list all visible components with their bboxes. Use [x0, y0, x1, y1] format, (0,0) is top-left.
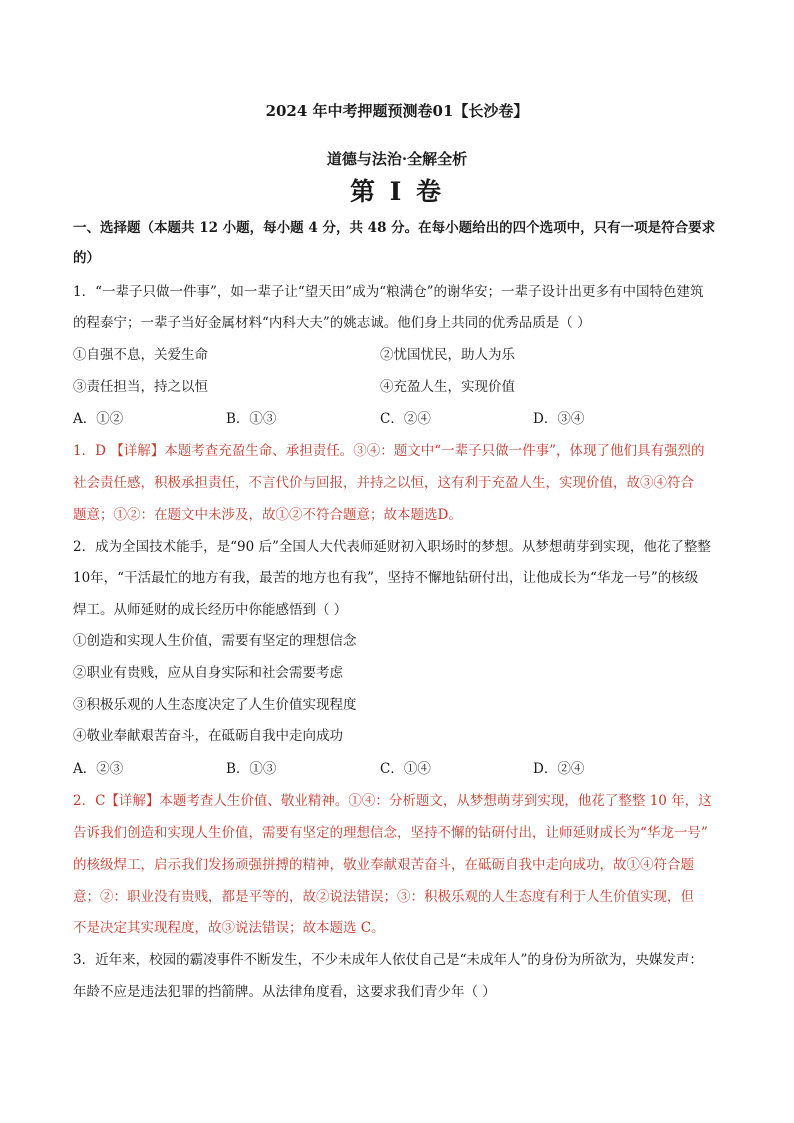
q1-statement-4: ④充盈人生，实现价值 — [380, 379, 515, 395]
q2-stem-line-3: 焊工。从师延财的成长经历中你能感悟到（ ） — [73, 602, 348, 618]
q3-stem-line-2: 年龄不应是违法犯罪的挡箭牌。从法律角度看，这要求我们青少年（ ） — [73, 984, 496, 1000]
q1-answer-line-3: 题意；①②：在题文中未涉及，故①②不符合题意；故本题选D。 — [73, 507, 462, 523]
q2-statement-4: ④敬业奉献艰苦奋斗，在砥砺自我中走向成功 — [73, 728, 343, 744]
q1-statement-2: ②忧国忧民，助人为乐 — [380, 347, 515, 363]
q1-statement-1: ①自强不息，关爱生命 — [73, 347, 208, 363]
q2-option-b: B．①③ — [226, 761, 277, 777]
q1-statement-3: ③责任担当，持之以恒 — [73, 379, 208, 395]
q2-answer-line-1: 2．C【详解】本题考查人生价值、敬业精神。①④：分析题文，从梦想萌芽到实现，他花了整整 10 年，这 — [73, 793, 712, 809]
q2-answer-line-3: 的核级焊工，启示我们发扬顽强拼搏的精神，敬业奉献艰苦奋斗，在砥砺自我中走向成功，故①④符合题 — [73, 857, 694, 873]
q1-answer-line-1: 1．D 【详解】本题考查充盈生命、承担责任。③④：题文中“一辈子只做一件事”，体现了他们具有强烈的 — [73, 443, 705, 459]
section-heading-line-2: 的） — [73, 250, 100, 266]
q2-option-d: D．②④ — [533, 761, 585, 777]
document-title: 2024 年中考押题预测卷01【长沙卷】 — [265, 102, 529, 120]
q2-stem-line-2: 10年，“干活最忙的地方有我，最苦的地方也有我”，坚持不懈地钻研付出，让他成长为“华龙一号”的核级 — [73, 570, 699, 586]
q2-stem-line-1: 2．成为全国技术能手，是“90 后”全国人大代表师延财初入职场时的梦想。从梦想萌芽到实现，他花了整整 — [73, 539, 711, 555]
q1-option-a: A．①② — [73, 411, 124, 427]
q2-answer-line-2: 告诉我们创造和实现人生价值，需要有坚定的理想信念，坚持不懈的钻研付出，让师延财成长为“华龙一号” — [73, 825, 708, 841]
volume-heading: 第 I 卷 — [349, 177, 445, 206]
q1-stem-line-2: 的程泰宁；一辈子当好金属材料“内科大夫”的姚志诚。他们身上共同的优秀品质是（ ） — [73, 315, 591, 331]
q3-stem-line-1: 3．近年来，校园的霸凌事件不断发生，不少未成年人依仗自己是“未成年人”的身份为所欲为，央媒发声： — [73, 952, 703, 968]
document-subtitle: 道德与法治·全解全析 — [326, 150, 468, 168]
q1-option-c: C．②④ — [380, 411, 431, 427]
q1-answer-line-2: 社会责任感，积极承担责任，不言代价与回报，并持之以恒，这有利于充盈人生，实现价值，故③④符合 — [73, 475, 694, 491]
q1-option-b: B．①③ — [226, 411, 277, 427]
q2-statement-2: ②职业有贵贱，应从自身实际和社会需要考虑 — [73, 665, 343, 681]
q1-option-d: D．③④ — [533, 411, 585, 427]
q2-option-a: A．②③ — [73, 761, 124, 777]
q2-statement-1: ①创造和实现人生价值，需要有坚定的理想信念 — [73, 633, 357, 649]
q2-answer-line-5: 不是决定其实现程度，故③说法错误；故本题选 C。 — [73, 920, 385, 936]
q2-option-c: C．①④ — [380, 761, 431, 777]
q2-answer-line-4: 意；②：职业没有贵贱，都是平等的，故②说法错误；③：积极乐观的人生态度有利于人生价值实现，但 — [73, 889, 694, 905]
q1-stem-line-1: 1．“一辈子只做一件事”，如一辈子让“望天田”成为“粮满仓”的谢华安；一辈子设计出更多有中国特色建筑 — [73, 284, 704, 300]
q2-statement-3: ③积极乐观的人生态度决定了人生价值实现程度 — [73, 697, 357, 713]
section-heading-line-1: 一、选择题（本题共 12 小题，每小题 4 分，共 48 分。在每小题给出的四个选项中，只有一项是符合要求 — [73, 220, 716, 236]
